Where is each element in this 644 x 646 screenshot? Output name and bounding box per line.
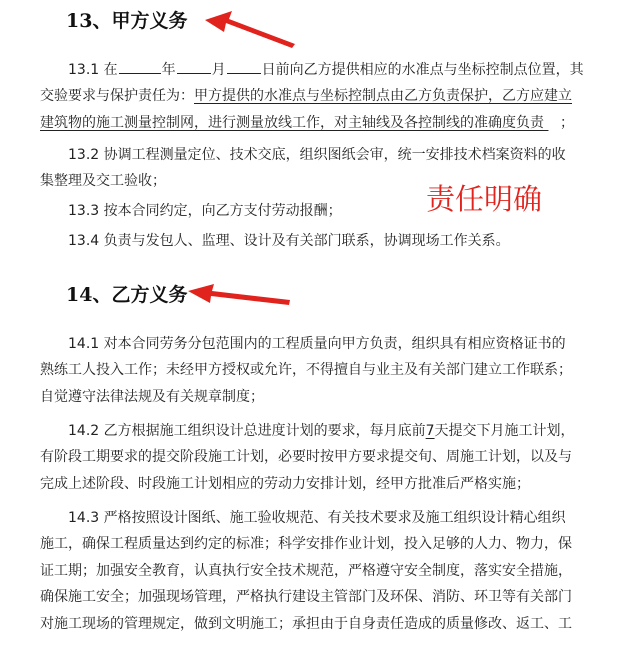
- clause-14-3-line: 证工期；加强安全教育，认真执行安全技术规范，严格遵守安全制度，落实安全措施，: [40, 562, 572, 579]
- arrow-icon: [205, 11, 295, 48]
- clause-13-1-month: 月: [211, 62, 226, 78]
- clause-13-2-line: 13.2 协调工程测量定位、技术交底，组织图纸会审，统一安排技术档案资料的收: [68, 147, 566, 163]
- clause-13-1-year: 年: [161, 62, 176, 78]
- clause-13-1-line3-tail: ；: [560, 114, 574, 131]
- clause-13-1-rest: 日前向乙方提供相应的水准点与坐标控制点位置，其: [261, 62, 584, 78]
- clause-14-1-line: 自觉遵守法律法规及有关规章制度；: [40, 388, 264, 405]
- clause-14-1-line: 14.1 对本合同劳务分包范围内的工程质量向甲方负责，组织具有相应资格证书的: [68, 336, 566, 352]
- section-14-heading: 14、乙方义务: [66, 284, 188, 306]
- clause-14-2-line: 完成上述阶段、时段施工计划相应的劳动力安排计划，经甲方批准后严格实施；: [40, 475, 530, 492]
- clause-13-1-line3-underlined: 建筑物的施工测量控制网，进行测量放线工作，对主轴线及各控制线的准确度负责: [40, 114, 544, 131]
- clause-13-1-line2-plain: 交验要求与保护责任为：: [40, 88, 194, 105]
- clause-14-3-line: 确保施工安全；加强现场管理，严格执行建设主管部门及环保、消防、环卫等有关部门: [40, 589, 572, 606]
- clause-14-2-line1-a: 14.2 乙方根据施工组织设计总进度计划的要求，每月底前: [68, 423, 426, 439]
- clause-14-2-line1-b: 天提交下月施工计划，: [434, 423, 575, 439]
- clause-14-2-days: 7: [425, 423, 435, 439]
- arrow-icon: [188, 284, 290, 305]
- section-13-heading: 13、甲方义务: [66, 10, 188, 32]
- clause-14-1-line: 熟练工人投入工作；未经甲方授权或允许，不得擅自与业主及有关部门建立工作联系；: [40, 362, 572, 379]
- clause-13-2-line: 集整理及交工验收；: [40, 173, 166, 190]
- clause-14-3-line: 对施工现场的管理规定，做到文明施工；承担由于自身责任造成的质量修改、返工、工: [40, 615, 572, 632]
- clause-13-4-line: 13.4 负责与发包人、监理、设计及有关部门联系，协调现场工作关系。: [68, 233, 510, 249]
- clause-14-3-line: 施工，确保工程质量达到约定的标准；科学安排作业计划，投入足够的人力、物力，保: [40, 536, 572, 553]
- clause-13-3-line: 13.3 按本合同约定，向乙方支付劳动报酬；: [68, 203, 342, 219]
- clause-13-1-prefix: 13.1 在: [68, 62, 118, 78]
- annotation-label: 责任明确: [426, 182, 543, 216]
- clause-14-3-line: 14.3 严格按照设计图纸、施工验收规范、有关技术要求及施工组织设计精心组织: [68, 510, 566, 526]
- clause-14-2-line: 有阶段工期要求的提交阶段施工计划，必要时按甲方要求提交旬、周施工计划，以及与: [40, 449, 572, 466]
- clause-13-1-line2-underlined: 甲方提供的水准点与坐标控制点由乙方负责保护，乙方应建立: [194, 88, 572, 105]
